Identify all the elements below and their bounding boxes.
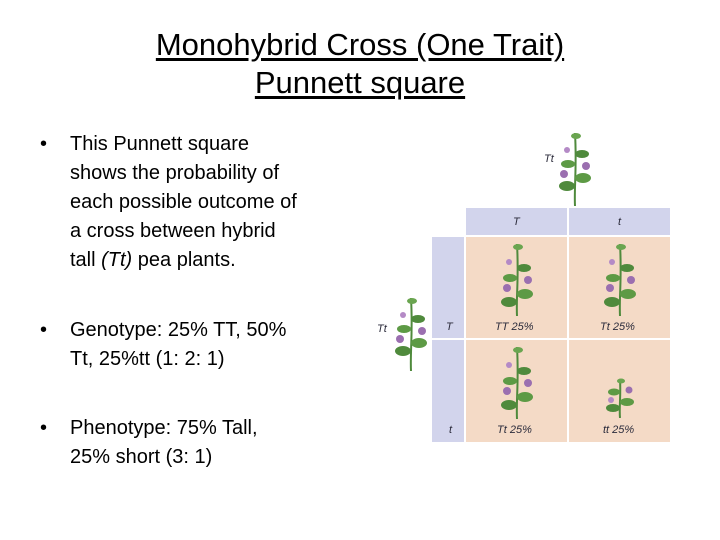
pea-plant-icon [555,128,595,206]
title-line-2: Punnett square [254,65,466,100]
bullet-item-description [40,130,297,275]
column-allele-1: T [513,216,520,228]
title-line-1: Monohybrid Cross (One Trait) [155,27,565,62]
pea-plant-icon [602,240,638,316]
bullet-item-phenotype [40,414,258,472]
bullet-line: Phenotype: 75% Tall, [70,417,258,439]
punnett-square-diagram [375,128,705,458]
bullet-dot: • [40,417,48,439]
bullet-dot: • [40,133,48,155]
pea-plant-icon [391,293,431,371]
bullet-line: This Punnett square [70,133,249,155]
grid-divider-header-horizontal [432,235,670,237]
bullet-item-genotype [40,316,286,374]
row-allele-1: T [446,321,453,333]
bullet-line: each possible outcome of [70,191,297,213]
bullet-line: Genotype: 25% TT, 50% [70,319,287,341]
bullet-line: 25% short (3: 1) [70,446,213,468]
pea-plant-icon [499,240,535,316]
cell-label-tt: tt 25% [603,424,635,436]
grid-divider-vertical [567,208,569,442]
bullet-line: Tt, 25%tt (1: 2: 1) [70,348,225,370]
bullet-text-genotype: (Tt) [101,249,133,271]
pea-plant-icon [604,376,636,418]
grid-divider-header-vertical [464,208,466,442]
bullet-line: a cross between hybrid [70,220,276,242]
row-allele-2: t [449,424,453,436]
slide-title [0,26,720,102]
column-allele-2: t [618,216,622,228]
bullet-line: shows the probability of [70,162,280,184]
cell-label-TT: TT 25% [495,321,534,333]
bullet-text-prefix: tall [70,249,102,271]
bullet-text-suffix: pea plants. [132,249,236,271]
pea-plant-icon [499,343,535,419]
cell-label-Tt-top: Tt 25% [600,321,635,333]
bullet-line-last [70,246,297,275]
left-parent-label: Tt [377,323,387,335]
top-parent-label: Tt [544,153,554,165]
grid-divider-horizontal [432,338,670,340]
bullet-dot: • [40,319,48,341]
cell-label-Tt-bottom: Tt 25% [497,424,532,436]
